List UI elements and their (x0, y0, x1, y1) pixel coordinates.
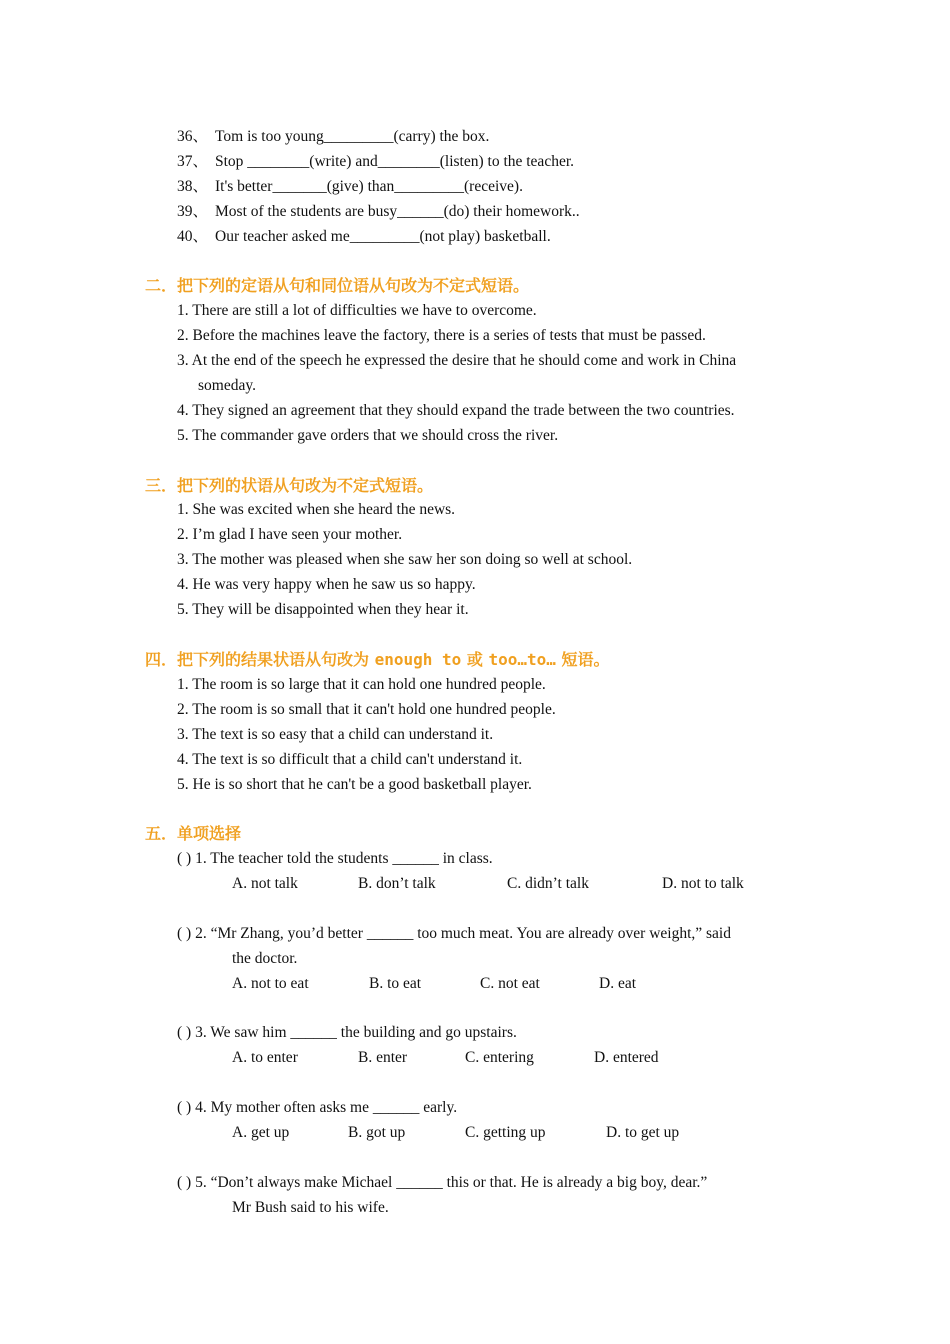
s3-item-1: 1. She was excited when she heard the news. (177, 501, 456, 518)
q4-option-c: C. getting up (465, 1124, 546, 1141)
q4-option-b: B. got up (348, 1124, 406, 1141)
s3-item-2: 2. I’m glad I have seen your mother. (177, 526, 403, 543)
s2-item-5: 5. The commander gave orders that we should cross the river. (177, 427, 559, 444)
q2-stem: ( ) 2. “Mr Zhang, you’d better ______ too much meat. You are already over weight,” said (177, 925, 731, 942)
q3-stem: ( ) 3. We saw him ______ the building and go upstairs. (177, 1024, 517, 1041)
q2-stem-continued: the doctor. (232, 950, 298, 967)
q2-option-c: C. not eat (480, 975, 540, 992)
q1-option-b: B. don’t talk (358, 875, 436, 892)
s2-item-3: 3. At the end of the speech he expressed the desire that he should come and work in China (177, 352, 737, 369)
q3-option-d: D. entered (594, 1049, 659, 1066)
s3-item-4: 4. He was very happy when he saw us so happy. (177, 576, 476, 593)
s4-item-3: 3. The text is so easy that a child can understand it. (177, 726, 494, 743)
q4-stem: ( ) 4. My mother often asks me ______ early. (177, 1099, 458, 1116)
s2-item-2: 2. Before the machines leave the factory, there is a series of tests that must be passed. (177, 327, 706, 344)
section-2-heading: 二．把下列的定语从句和同位语从句改为不定式短语。 (145, 276, 530, 295)
s4-item-5: 5. He is so short that he can't be a good basketball player. (177, 776, 532, 793)
q5-stem-continued: Mr Bush said to his wife. (232, 1199, 389, 1216)
s2-item-1: 1. There are still a lot of difficulties we have to overcome. (177, 302, 537, 319)
q4-option-a: A. get up (232, 1124, 290, 1141)
exercise-40: 40、 Our teacher asked me_________(not play) basketball. (177, 228, 551, 245)
q2-option-d: D. eat (599, 975, 637, 992)
exercise-39: 39、 Most of the students are busy______(do) their homework.. (177, 203, 580, 220)
q1-option-a: A. not talk (232, 875, 298, 892)
s2-item-3-continued: someday. (198, 377, 256, 394)
q3-option-b: B. enter (358, 1049, 408, 1066)
q2-option-b: B. to eat (369, 975, 422, 992)
exercise-36: 36、 Tom is too young_________(carry) the box. (177, 128, 490, 145)
exercise-38: 38、 It's better_______(give) than_________(receive). (177, 178, 523, 195)
section-5-heading: 五．单项选择 (145, 824, 242, 843)
s2-item-4: 4. They signed an agreement that they should expand the trade between the two countries. (177, 402, 735, 419)
q3-option-a: A. to enter (232, 1049, 298, 1066)
q4-option-d: D. to get up (606, 1124, 680, 1141)
q1-option-c: C. didn’t talk (507, 875, 589, 892)
section-4-heading: 四．把下列的结果状语从句改为 enough to 或 too…to… 短语。 (145, 650, 610, 669)
s4-item-4: 4. The text is so difficult that a child can't understand it. (177, 751, 523, 768)
q1-option-d: D. not to talk (662, 875, 744, 892)
q5-stem: ( ) 5. “Don’t always make Michael ______ this or that. He is already a big boy, dear.” (177, 1174, 708, 1191)
s3-item-5: 5. They will be disappointed when they hear it. (177, 601, 469, 618)
s4-item-1: 1. The room is so large that it can hold one hundred people. (177, 676, 546, 693)
exercise-37: 37、 Stop ________(write) and________(listen) to the teacher. (177, 153, 575, 170)
q2-option-a: A. not to eat (232, 975, 309, 992)
q3-option-c: C. entering (465, 1049, 534, 1066)
s3-item-3: 3. The mother was pleased when she saw her son doing so well at school. (177, 551, 633, 568)
section-3-heading: 三．把下列的状语从句改为不定式短语。 (145, 476, 434, 495)
s4-item-2: 2. The room is so small that it can't hold one hundred people. (177, 701, 556, 718)
q1-stem: ( ) 1. The teacher told the students ______ in class. (177, 850, 493, 867)
